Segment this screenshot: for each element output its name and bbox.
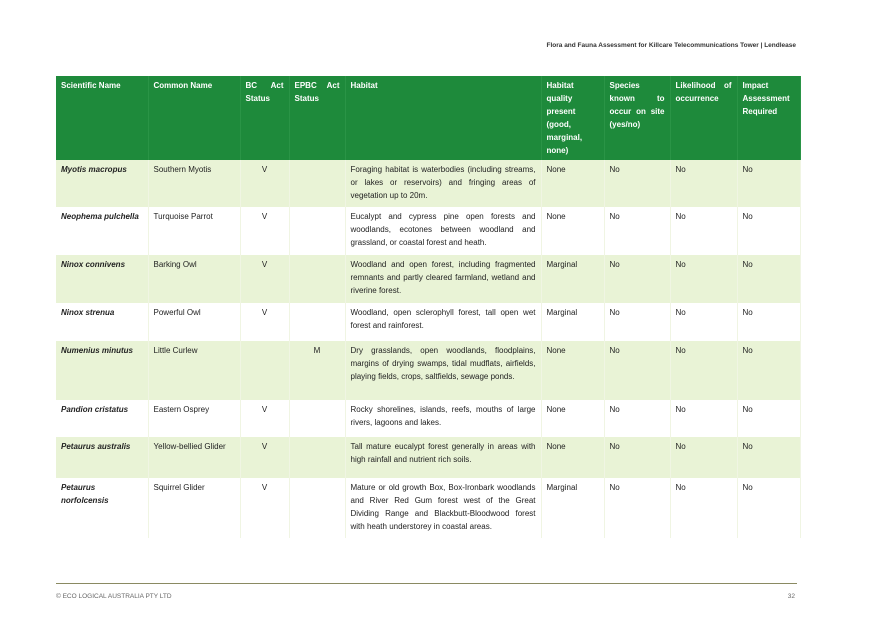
habitat-quality-cell: None [541, 437, 604, 478]
impact-cell: No [737, 160, 800, 207]
page-number: 32 [787, 593, 795, 600]
bc-status-cell: V [240, 207, 289, 255]
scientific-name-cell: Petaurus australis [56, 437, 148, 478]
epbc-status-cell [289, 400, 345, 437]
common-name-cell: Little Curlew [148, 341, 240, 400]
bc-status-cell: V [240, 160, 289, 207]
header-common-name: Common Name [148, 76, 240, 160]
epbc-status-cell [289, 437, 345, 478]
habitat-quality-cell: None [541, 207, 604, 255]
species-known-cell: No [604, 160, 670, 207]
habitat-cell: Tall mature eucalypt forest generally in areas with high rainfall and nutrient rich soils. [345, 437, 541, 478]
header-species-known: Species known to occur on site (yes/no) [604, 76, 670, 160]
bc-status-cell: V [240, 303, 289, 341]
common-name-cell: Squirrel Glider [148, 478, 240, 538]
header-impact-assessment: Impact Assessment Required [737, 76, 800, 160]
header-epbc-act-status: EPBC Act Status [289, 76, 345, 160]
habitat-cell: Eucalypt and cypress pine open forests and woodlands, ecotones between woodland and grassland, or coastal forest and heath. [345, 207, 541, 255]
species-known-cell: No [604, 341, 670, 400]
species-assessment-table [56, 76, 801, 538]
epbc-status-cell [289, 207, 345, 255]
table-row [56, 160, 800, 207]
habitat-cell: Foraging habitat is waterbodies (including streams, or lakes or reservoirs) and fringing areas of vegetation up to 20m. [345, 160, 541, 207]
epbc-status-cell [289, 255, 345, 303]
habitat-quality-cell: None [541, 160, 604, 207]
bc-status-cell: V [240, 478, 289, 538]
bc-status-cell [240, 341, 289, 400]
table-row [56, 303, 800, 341]
species-known-cell: No [604, 437, 670, 478]
bc-status-cell: V [240, 437, 289, 478]
likelihood-cell: No [670, 207, 737, 255]
epbc-status-cell: M [289, 341, 345, 400]
scientific-name-cell: Ninox connivens [56, 255, 148, 303]
table-row [56, 400, 800, 437]
bc-status-cell: V [240, 400, 289, 437]
common-name-cell: Yellow-bellied Glider [148, 437, 240, 478]
likelihood-cell: No [670, 437, 737, 478]
common-name-cell: Barking Owl [148, 255, 240, 303]
common-name-cell: Powerful Owl [148, 303, 240, 341]
habitat-cell: Dry grasslands, open woodlands, floodplains, margins of drying swamps, tidal mudflats, airfields, playing fields, crops, saltfields, sewage ponds. [345, 341, 541, 400]
habitat-quality-cell: Marginal [541, 478, 604, 538]
species-known-cell: No [604, 255, 670, 303]
likelihood-cell: No [670, 341, 737, 400]
header-scientific-name: Scientific Name [56, 76, 148, 160]
likelihood-cell: No [670, 400, 737, 437]
table-row [56, 437, 800, 478]
header-habitat-quality: Habitat quality present (good, marginal, none) [541, 76, 604, 160]
footer-copyright: © ECO LOGICAL AUSTRALIA PTY LTD [56, 593, 172, 600]
species-known-cell: No [604, 478, 670, 538]
impact-cell: No [737, 207, 800, 255]
habitat-cell: Woodland and open forest, including fragmented remnants and partly cleared farmland, wetland and riverine forest. [345, 255, 541, 303]
table-row [56, 341, 800, 400]
impact-cell: No [737, 400, 800, 437]
habitat-cell: Rocky shorelines, islands, reefs, mouths of large rivers, lagoons and lakes. [345, 400, 541, 437]
species-known-cell: No [604, 303, 670, 341]
header-bc-act-status: BC Act Status [240, 76, 289, 160]
header-likelihood: Likelihood of occurrence [670, 76, 737, 160]
impact-cell: No [737, 303, 800, 341]
likelihood-cell: No [670, 255, 737, 303]
habitat-cell: Mature or old growth Box, Box-Ironbark woodlands and River Red Gum forest west of the Great Dividing Range and Blackbutt-Bloodwood forest with heath understorey in coastal areas. [345, 478, 541, 538]
scientific-name-cell: Numenius minutus [56, 341, 148, 400]
table-row [56, 207, 800, 255]
impact-cell: No [737, 255, 800, 303]
habitat-quality-cell: Marginal [541, 303, 604, 341]
habitat-quality-cell: None [541, 400, 604, 437]
species-known-cell: No [604, 207, 670, 255]
table-row [56, 478, 800, 538]
impact-cell: No [737, 478, 800, 538]
likelihood-cell: No [670, 303, 737, 341]
document-header-title: Flora and Fauna Assessment for Killcare Telecommunications Tower | Lendlease [546, 42, 796, 49]
habitat-cell: Woodland, open sclerophyll forest, tall open wet forest and rainforest. [345, 303, 541, 341]
common-name-cell: Turquoise Parrot [148, 207, 240, 255]
scientific-name-cell: Neophema pulchella [56, 207, 148, 255]
footer-divider [56, 583, 797, 584]
likelihood-cell: No [670, 478, 737, 538]
impact-cell: No [737, 341, 800, 400]
common-name-cell: Southern Myotis [148, 160, 240, 207]
common-name-cell: Eastern Osprey [148, 400, 240, 437]
scientific-name-cell: Ninox strenua [56, 303, 148, 341]
table-header-row [56, 76, 800, 160]
epbc-status-cell [289, 160, 345, 207]
habitat-quality-cell: Marginal [541, 255, 604, 303]
table-row [56, 255, 800, 303]
scientific-name-cell: Myotis macropus [56, 160, 148, 207]
habitat-quality-cell: None [541, 341, 604, 400]
bc-status-cell: V [240, 255, 289, 303]
epbc-status-cell [289, 303, 345, 341]
scientific-name-cell: Pandion cristatus [56, 400, 148, 437]
header-habitat: Habitat [345, 76, 541, 160]
impact-cell: No [737, 437, 800, 478]
likelihood-cell: No [670, 160, 737, 207]
scientific-name-cell: Petaurus norfolcensis [56, 478, 148, 538]
species-known-cell: No [604, 400, 670, 437]
epbc-status-cell [289, 478, 345, 538]
